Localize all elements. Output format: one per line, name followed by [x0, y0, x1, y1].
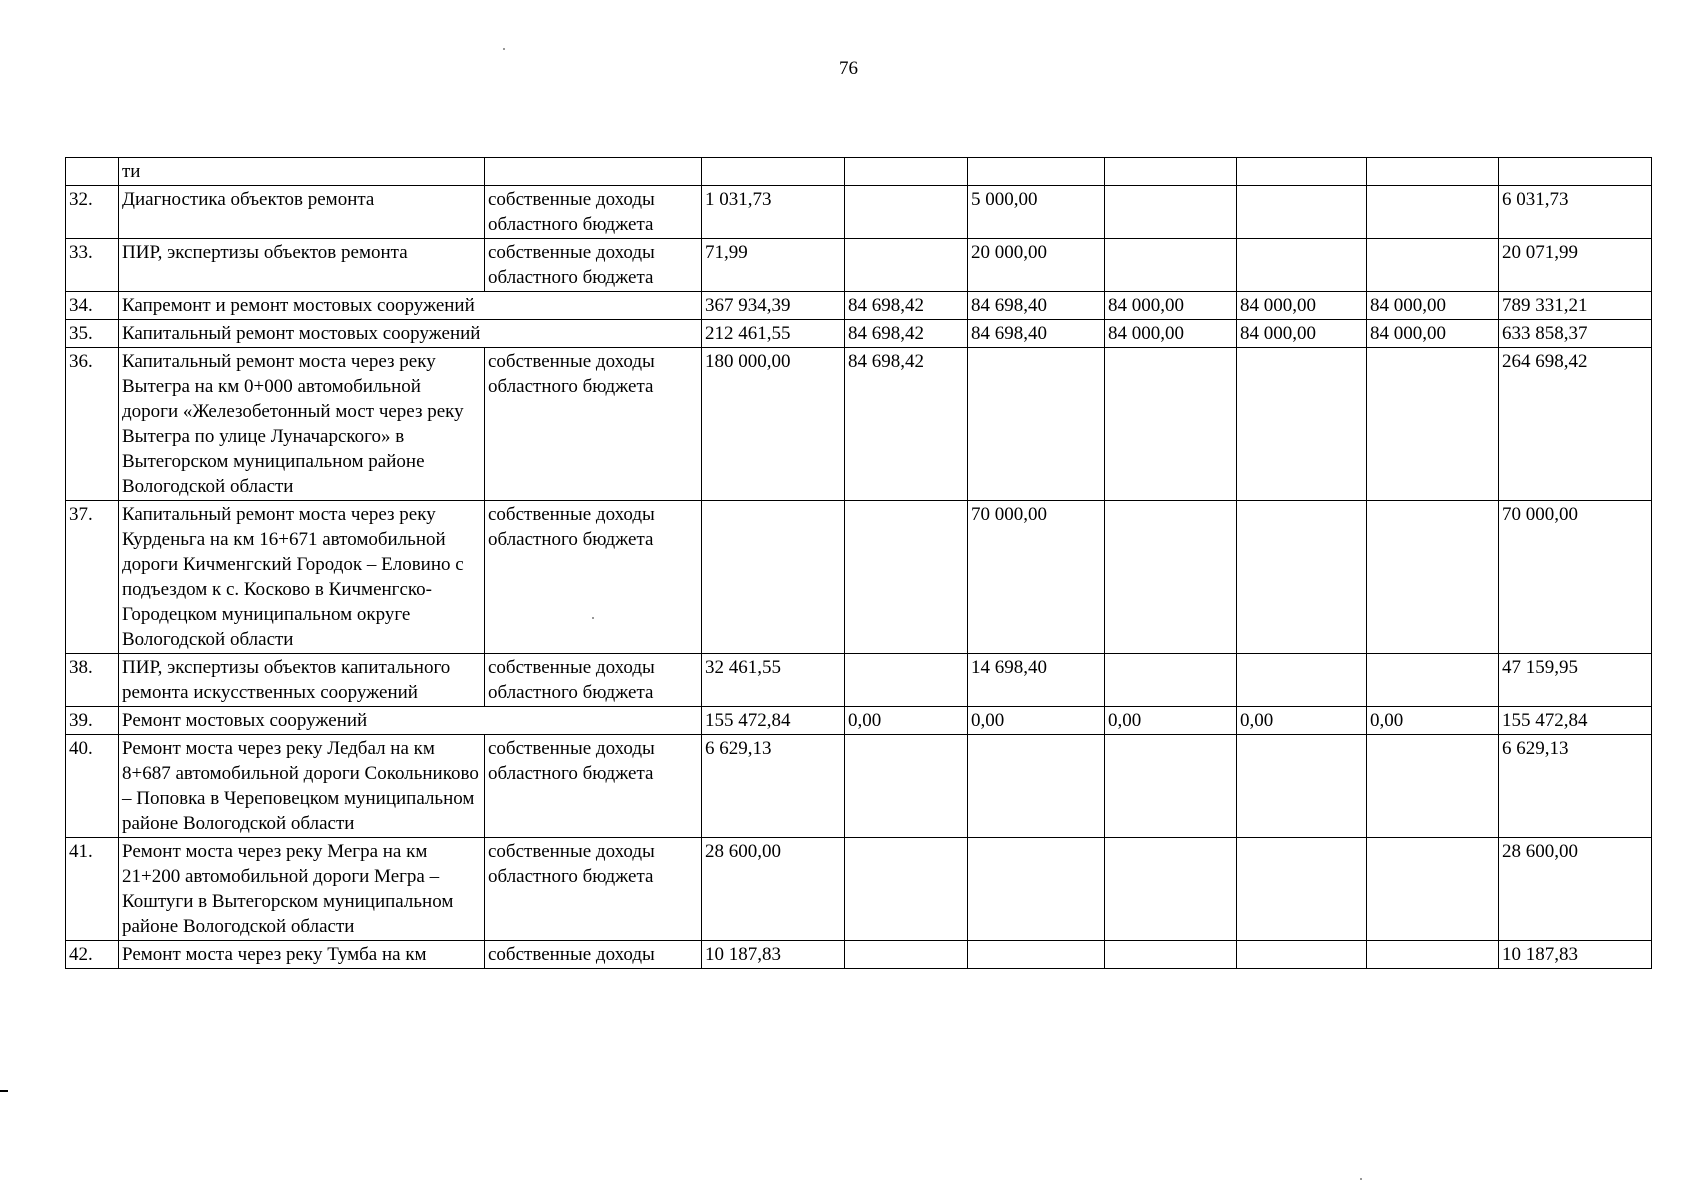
amount-cell: 367 934,39 — [702, 292, 845, 320]
item-name-cell: Ремонт мостовых сооружений — [119, 707, 702, 735]
funding-source-cell: собственные доходы областного бюджета — [485, 239, 702, 292]
amount-cell: 84 698,42 — [845, 348, 968, 501]
total-cell: 10 187,83 — [1499, 941, 1652, 969]
amount-cell — [1367, 654, 1499, 707]
table-row — [66, 654, 1652, 707]
row-number-cell: 42. — [66, 941, 119, 969]
amount-cell — [968, 941, 1105, 969]
amount-cell — [1237, 186, 1367, 239]
amount-cell — [1367, 501, 1499, 654]
table-row — [66, 501, 1652, 654]
funding-source-cell: собственные доходы областного бюджета — [485, 501, 702, 654]
amount-cell — [1105, 654, 1237, 707]
amount-cell — [1367, 239, 1499, 292]
table-row — [66, 838, 1652, 941]
total-cell: 789 331,21 — [1499, 292, 1652, 320]
item-name-cell: Диагностика объектов ремонта — [119, 186, 485, 239]
amount-cell: 0,00 — [845, 707, 968, 735]
amount-cell — [1105, 239, 1237, 292]
item-name-cell: ПИР, экспертизы объектов ремонта — [119, 239, 485, 292]
page-number: 76 — [839, 58, 858, 79]
amount-cell — [845, 158, 968, 186]
funding-source-cell: собственные доходы — [485, 941, 702, 969]
total-cell — [1499, 158, 1652, 186]
total-cell: 155 472,84 — [1499, 707, 1652, 735]
row-number-cell: 38. — [66, 654, 119, 707]
amount-cell — [968, 158, 1105, 186]
item-name-cell: Капитальный ремонт мостовых сооружений — [119, 320, 702, 348]
amount-cell — [1237, 501, 1367, 654]
budget-table — [65, 157, 1652, 969]
item-name-cell: ПИР, экспертизы объектов капитального ремонта искусственных сооружений — [119, 654, 485, 707]
amount-cell: 1 031,73 — [702, 186, 845, 239]
row-number-cell: 34. — [66, 292, 119, 320]
item-name-cell: Капитальный ремонт моста через реку Курденьга на км 16+671 автомобильной дороги Кичменгский Городок – Еловино с подъездом к с. Косково в Кичменгско-Городецком муниципальном округе Вологодской области — [119, 501, 485, 654]
amount-cell: 6 629,13 — [702, 735, 845, 838]
row-number-cell: 37. — [66, 501, 119, 654]
amount-cell: 20 000,00 — [968, 239, 1105, 292]
funding-source-cell: собственные доходы областного бюджета — [485, 186, 702, 239]
amount-cell — [1237, 239, 1367, 292]
amount-cell: 5 000,00 — [968, 186, 1105, 239]
scan-mark — [0, 1090, 8, 1092]
amount-cell — [1367, 838, 1499, 941]
total-cell: 6 031,73 — [1499, 186, 1652, 239]
row-number-cell: 32. — [66, 186, 119, 239]
amount-cell — [968, 348, 1105, 501]
amount-cell — [1237, 348, 1367, 501]
amount-cell: 14 698,40 — [968, 654, 1105, 707]
amount-cell — [1105, 186, 1237, 239]
amount-cell: 10 187,83 — [702, 941, 845, 969]
funding-source-cell — [485, 158, 702, 186]
amount-cell: 84 698,42 — [845, 320, 968, 348]
item-name-cell: Капремонт и ремонт мостовых сооружений — [119, 292, 702, 320]
amount-cell — [1367, 348, 1499, 501]
amount-cell: 0,00 — [1237, 707, 1367, 735]
table-body — [66, 158, 1652, 969]
amount-cell — [845, 735, 968, 838]
amount-cell — [1367, 941, 1499, 969]
total-cell: 6 629,13 — [1499, 735, 1652, 838]
amount-cell — [1105, 158, 1237, 186]
table-row — [66, 941, 1652, 969]
amount-cell — [845, 501, 968, 654]
amount-cell — [845, 239, 968, 292]
total-cell: 70 000,00 — [1499, 501, 1652, 654]
amount-cell: 84 000,00 — [1105, 320, 1237, 348]
funding-source-cell: собственные доходы областного бюджета — [485, 838, 702, 941]
amount-cell: 0,00 — [968, 707, 1105, 735]
amount-cell — [1237, 654, 1367, 707]
total-cell: 28 600,00 — [1499, 838, 1652, 941]
item-name-cell: Ремонт моста через реку Мегра на км 21+200 автомобильной дороги Мегра – Коштуги в Вытегорском муниципальном районе Вологодской области — [119, 838, 485, 941]
amount-cell — [1237, 838, 1367, 941]
amount-cell — [1105, 501, 1237, 654]
amount-cell — [1105, 735, 1237, 838]
row-number-cell: 33. — [66, 239, 119, 292]
table-row — [66, 707, 1652, 735]
amount-cell — [845, 838, 968, 941]
amount-cell — [702, 501, 845, 654]
amount-cell: 0,00 — [1105, 707, 1237, 735]
scan-speck — [503, 48, 505, 50]
amount-cell: 84 000,00 — [1105, 292, 1237, 320]
amount-cell: 84 698,40 — [968, 292, 1105, 320]
amount-cell — [845, 186, 968, 239]
item-name-cell: ти — [119, 158, 485, 186]
amount-cell: 32 461,55 — [702, 654, 845, 707]
funding-source-cell: собственные доходы областного бюджета — [485, 348, 702, 501]
amount-cell: 180 000,00 — [702, 348, 845, 501]
amount-cell: 84 000,00 — [1367, 292, 1499, 320]
table-row — [66, 186, 1652, 239]
amount-cell — [968, 838, 1105, 941]
item-name-cell: Ремонт моста через реку Ледбал на км 8+687 автомобильной дороги Сокольниково – Поповка в Череповецком муниципальном районе Вологодской области — [119, 735, 485, 838]
row-number-cell: 36. — [66, 348, 119, 501]
amount-cell: 71,99 — [702, 239, 845, 292]
table-row — [66, 735, 1652, 838]
scan-speck — [592, 617, 594, 619]
amount-cell — [1105, 348, 1237, 501]
amount-cell: 155 472,84 — [702, 707, 845, 735]
row-number-cell: 41. — [66, 838, 119, 941]
row-number-cell: 39. — [66, 707, 119, 735]
amount-cell — [1237, 735, 1367, 838]
amount-cell — [968, 735, 1105, 838]
table-row — [66, 158, 1652, 186]
row-number-cell — [66, 158, 119, 186]
amount-cell: 84 698,42 — [845, 292, 968, 320]
amount-cell — [1367, 186, 1499, 239]
amount-cell — [1367, 158, 1499, 186]
table-row — [66, 239, 1652, 292]
item-name-cell: Капитальный ремонт моста через реку Вытегра на км 0+000 автомобильной дороги «Железобетонный мост через реку Вытегра по улице Луначарского» в Вытегорском муниципальном районе Вологодской области — [119, 348, 485, 501]
table-row — [66, 348, 1652, 501]
amount-cell — [845, 941, 968, 969]
amount-cell: 84 000,00 — [1237, 292, 1367, 320]
table-row — [66, 292, 1652, 320]
amount-cell — [1367, 735, 1499, 838]
amount-cell: 0,00 — [1367, 707, 1499, 735]
amount-cell — [1237, 158, 1367, 186]
total-cell: 264 698,42 — [1499, 348, 1652, 501]
amount-cell: 84 000,00 — [1237, 320, 1367, 348]
total-cell: 47 159,95 — [1499, 654, 1652, 707]
scan-speck — [1360, 1178, 1362, 1180]
item-name-cell: Ремонт моста через реку Тумба на км — [119, 941, 485, 969]
amount-cell — [1105, 838, 1237, 941]
table-row — [66, 320, 1652, 348]
amount-cell — [1105, 941, 1237, 969]
row-number-cell: 35. — [66, 320, 119, 348]
total-cell: 20 071,99 — [1499, 239, 1652, 292]
total-cell: 633 858,37 — [1499, 320, 1652, 348]
row-number-cell: 40. — [66, 735, 119, 838]
amount-cell: 70 000,00 — [968, 501, 1105, 654]
amount-cell — [1237, 941, 1367, 969]
amount-cell — [702, 158, 845, 186]
amount-cell: 28 600,00 — [702, 838, 845, 941]
amount-cell — [845, 654, 968, 707]
funding-source-cell: собственные доходы областного бюджета — [485, 735, 702, 838]
amount-cell: 84 000,00 — [1367, 320, 1499, 348]
funding-source-cell: собственные доходы областного бюджета — [485, 654, 702, 707]
amount-cell: 212 461,55 — [702, 320, 845, 348]
amount-cell: 84 698,40 — [968, 320, 1105, 348]
